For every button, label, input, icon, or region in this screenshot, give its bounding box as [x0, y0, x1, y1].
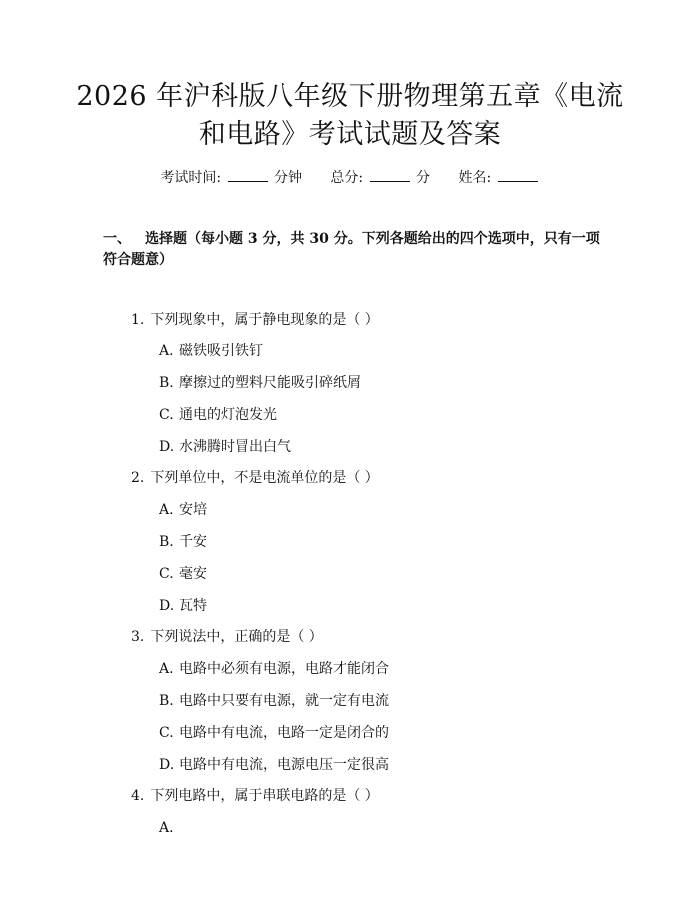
option-letter: A. [159, 502, 174, 518]
option-letter: D. [159, 757, 175, 773]
question-4 [131, 786, 379, 806]
score-unit: 分 [416, 170, 431, 186]
option-text: 电路中有电流，电源电压一定很高 [179, 757, 389, 773]
option-letter: D. [159, 598, 175, 614]
question-2-option-c [159, 564, 207, 584]
question-number: 3. [131, 629, 145, 645]
option-letter: B. [159, 693, 174, 709]
question-number: 2. [131, 470, 145, 486]
option-text: 电路中只要有电源，就一定有电流 [179, 693, 389, 709]
question-1-option-a [159, 341, 263, 361]
option-text: 瓦特 [179, 598, 207, 614]
question-3-option-c [159, 723, 389, 743]
question-number: 1. [131, 312, 145, 328]
option-text: 毫安 [179, 566, 207, 582]
question-2-option-d [159, 596, 207, 616]
name-field [458, 168, 539, 188]
option-letter: B. [159, 375, 174, 391]
question-text: 下列电路中，属于串联电路的是（ ） [150, 788, 379, 804]
option-letter: B. [159, 534, 174, 550]
option-text: 摩擦过的塑料尺能吸引碎纸屑 [179, 375, 361, 391]
option-letter: C. [159, 725, 174, 741]
question-4-option-a [159, 818, 179, 838]
option-text: 磁铁吸引铁钉 [179, 343, 263, 359]
option-text: 安培 [179, 502, 207, 518]
option-text: 水沸腾时冒出白气 [179, 439, 291, 455]
score-label: 总分: [330, 170, 364, 186]
option-letter: C. [159, 566, 174, 582]
name-label: 姓名: [458, 170, 492, 186]
time-unit: 分钟 [273, 170, 302, 186]
option-letter: A. [159, 343, 174, 359]
question-text: 下列说法中，正确的是（ ） [150, 629, 323, 645]
section-number: 一、 [103, 231, 131, 247]
question-3 [131, 627, 323, 647]
exam-meta [0, 168, 700, 188]
question-2 [131, 468, 379, 488]
option-text: 电路中有电流，电路一定是闭合的 [179, 725, 389, 741]
name-blank [498, 169, 538, 182]
question-3-option-a [159, 659, 389, 679]
option-letter: A. [159, 820, 174, 836]
question-1-option-b [159, 373, 361, 393]
question-text: 下列单位中，不是电流单位的是（ ） [150, 470, 379, 486]
question-3-option-d [159, 755, 389, 775]
option-letter: A. [159, 661, 174, 677]
question-1-option-c [159, 405, 277, 425]
option-letter: D. [159, 439, 175, 455]
section-text: 选择题（每小题 3 分，共 30 分。下列各题给出的四个选项中，只有一项符合题意） [103, 231, 600, 268]
time-label: 考试时间: [160, 170, 222, 186]
question-number: 4. [131, 788, 145, 804]
time-blank [228, 169, 268, 182]
option-text: 通电的灯泡发光 [179, 407, 277, 423]
total-score-field [330, 168, 430, 188]
question-text: 下列现象中，属于静电现象的是（ ） [150, 312, 379, 328]
question-3-option-b [159, 691, 389, 711]
question-1 [131, 310, 379, 330]
option-text: 千安 [179, 534, 207, 550]
question-2-option-b [159, 532, 207, 552]
page-title [70, 78, 630, 154]
question-2-option-a [159, 500, 207, 520]
question-1-option-d [159, 437, 291, 457]
score-blank [370, 169, 410, 182]
title-line-2: 和电路》考试试题及答案 [198, 119, 502, 150]
section-heading [103, 229, 603, 271]
title-line-1: 2026 年沪科版八年级下册物理第五章《电流 [76, 81, 624, 112]
option-text: 电路中必须有电源，电路才能闭合 [179, 661, 389, 677]
option-letter: C. [159, 407, 174, 423]
exam-time-field [160, 168, 302, 188]
